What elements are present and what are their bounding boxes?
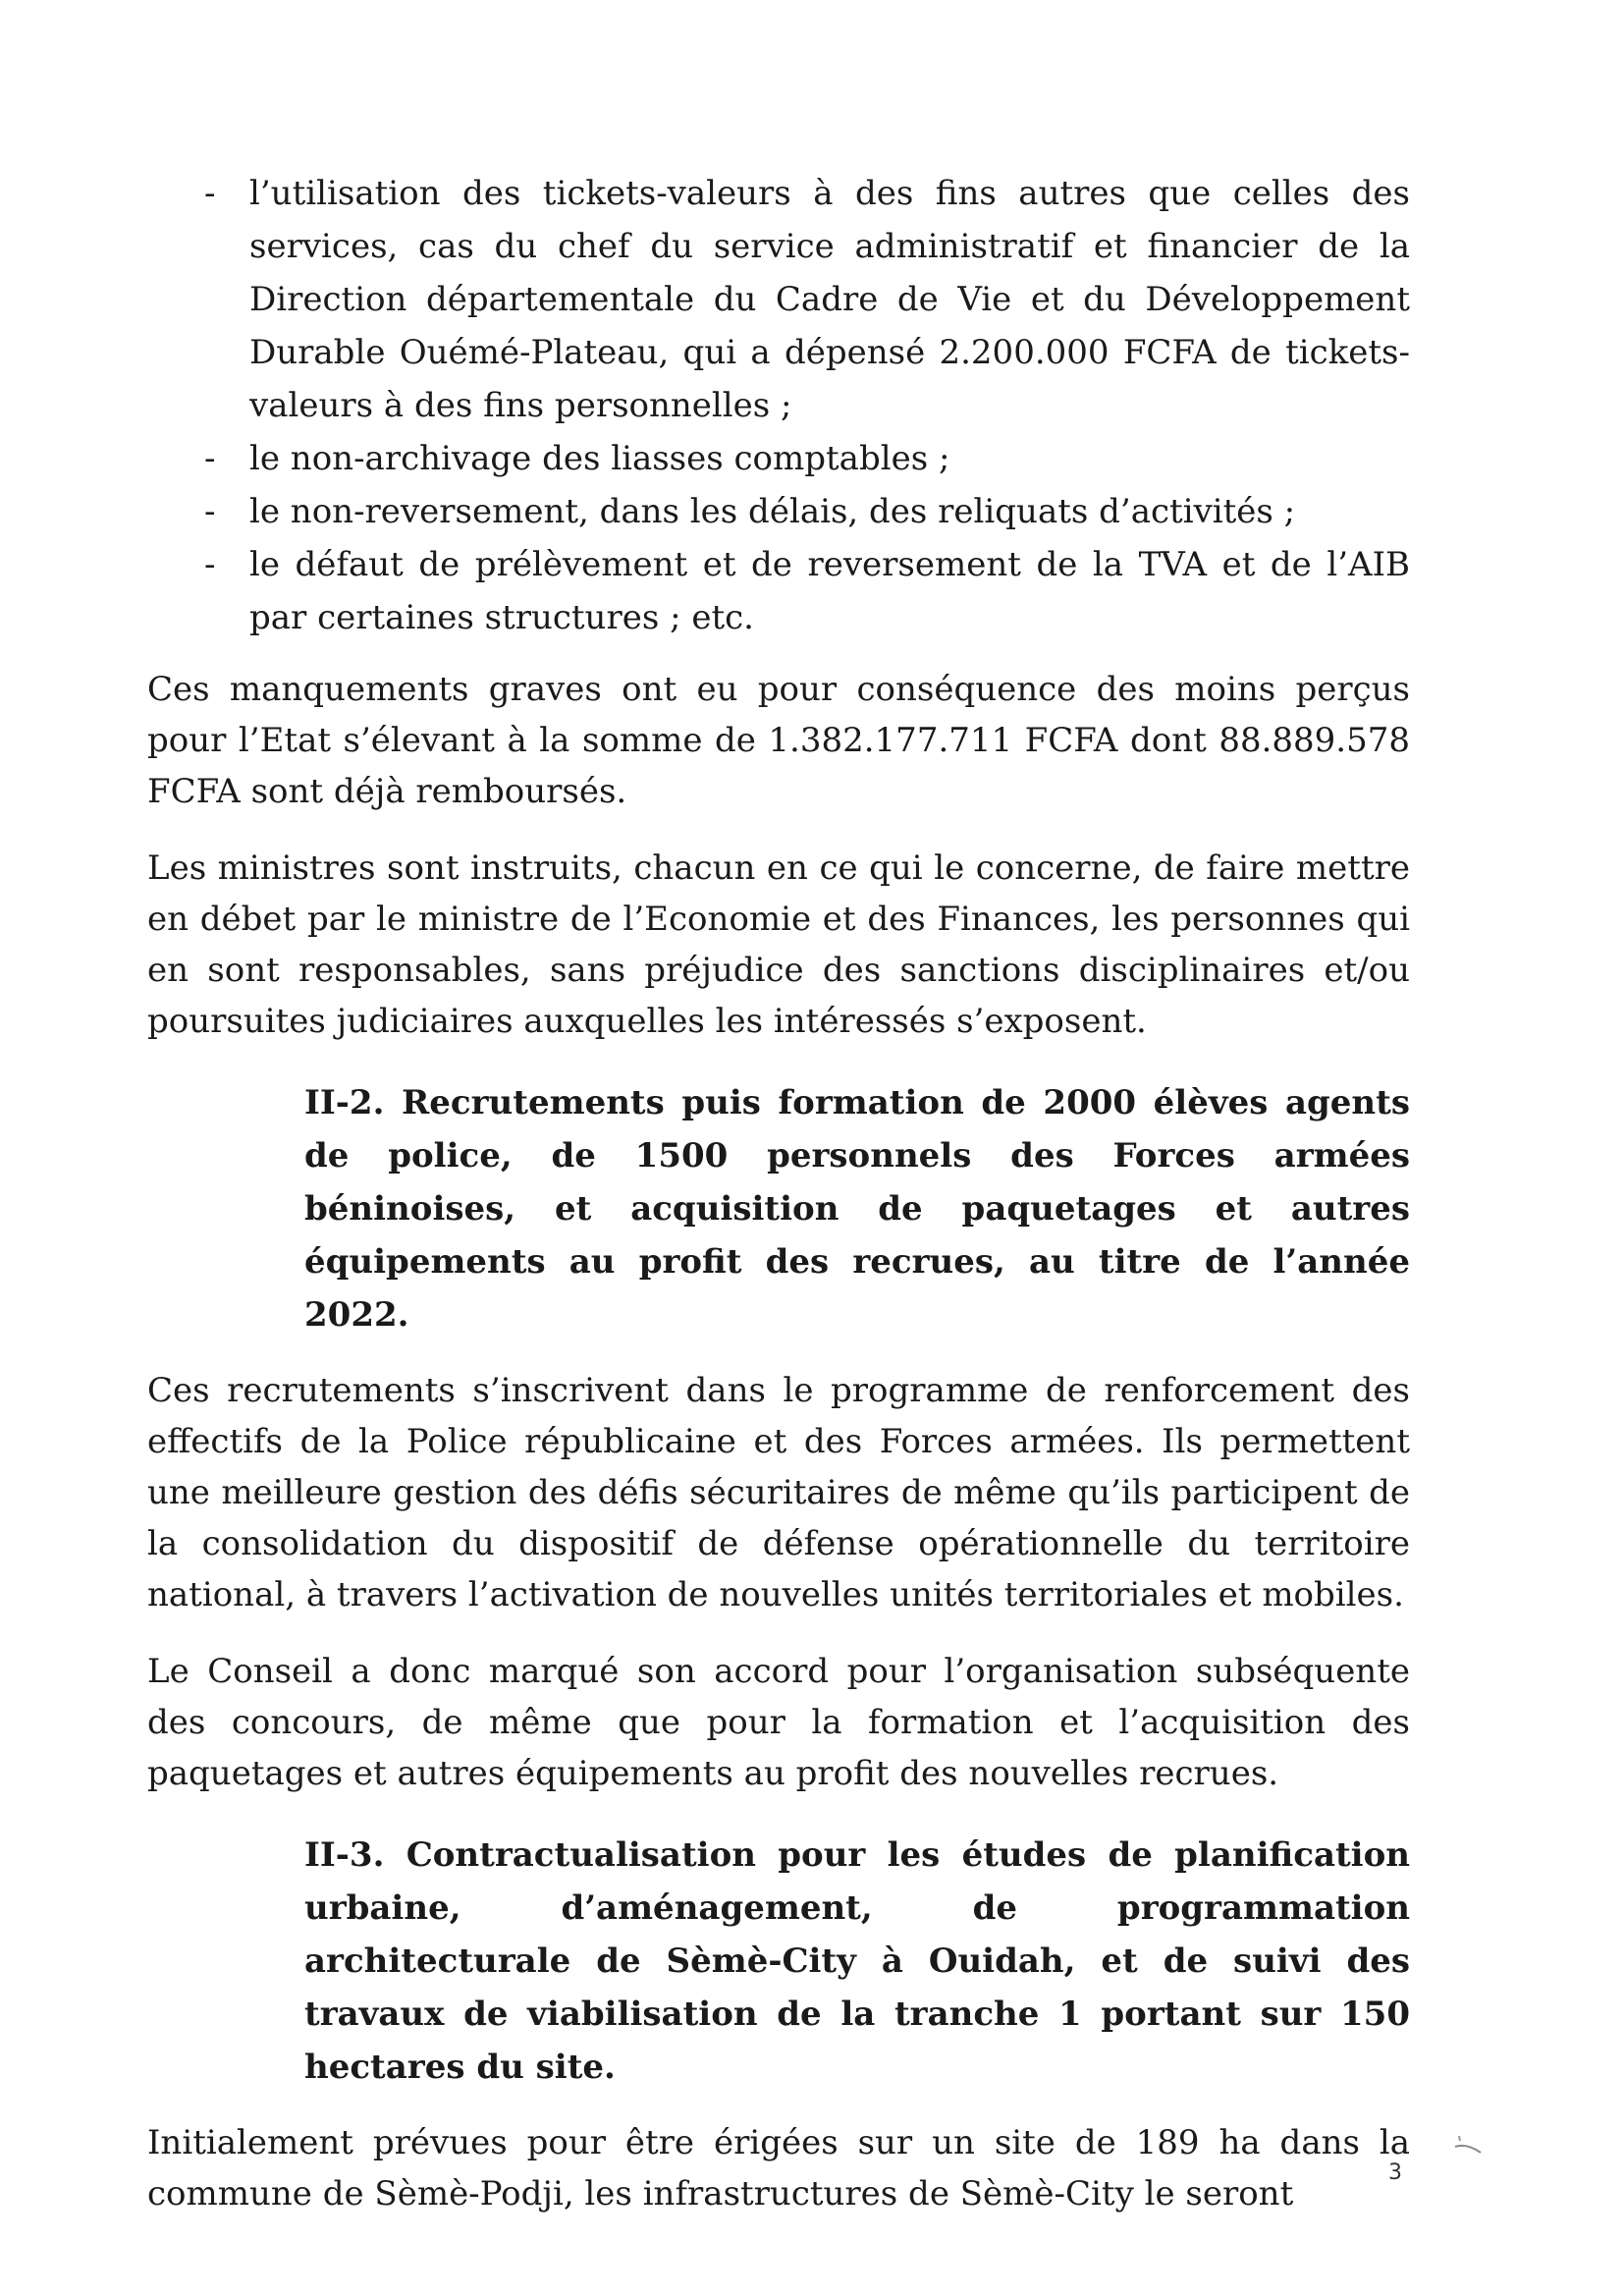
list-item — [147, 167, 1410, 432]
paragraph-consequences: Ces manquements graves ont eu pour conséquence des moins perçus pour l’Etat s’élevant à la somme de 1.382.177.711 FCFA dont 88.889.578 FCFA sont déjà remboursés. — [147, 670, 1410, 811]
paragraph-recruitment: Ces recrutements s’inscrivent dans le programme de renforcement des effectifs de la Police républicaine et des Forces armées. Ils permettent une meilleure gestion des défis sécuritaires de même qu’ils participent de la consolidation du dispositif de défense opérationnelle du territoire national, à travers l’activation de nouvelles unités territoriales et mobiles. — [147, 1371, 1410, 1614]
paragraph-instructions: Les ministres sont instruits, chacun en ce qui le concerne, de faire mettre en débet par le ministre de l’Economie et des Finances, les personnes qui en sont responsables, sans préjudice des sanctions disciplinaires et/ou poursuites judiciaires auxquelles les intéressés s’exposent. — [147, 848, 1410, 1041]
section-heading-ii-2: II-2. Recrutements puis formation de 2000 élèves agents de police, de 1500 personnels des Forces armées béninoises, et acquisition de paquetages et autres équipements au profit des recrues, au titre de l’année 2022. — [304, 1083, 1410, 1335]
list-item-text: le défaut de prélèvement et de reversement de la TVA et de l’AIB par certaines structures ; etc. — [249, 545, 1410, 637]
document-page — [147, 167, 1410, 2219]
list-item-text: le non-reversement, dans les délais, des reliquats d’activités ; — [249, 492, 1296, 531]
bullet-dash: - — [204, 492, 216, 531]
list-item — [147, 432, 1410, 485]
bullet-dash: - — [204, 174, 216, 213]
paragraph-seme-city: Initialement prévues pour être érigées sur un site de 189 ha dans la commune de Sèmè-Podji, les infrastructures de Sèmè-City le seront — [147, 2123, 1410, 2214]
list-item-text: le non-archivage des liasses comptables ; — [249, 439, 950, 478]
paragraph-council-agreement: Le Conseil a donc marqué son accord pour l’organisation subséquente des concours, de même que pour la formation et l’acquisition des paquetages et autres équipements au profit des nouvelles recrues. — [147, 1652, 1410, 1793]
bullet-dash: - — [204, 545, 216, 584]
section-heading-ii-3: II-3. Contractualisation pour les études de planification urbaine, d’aménagement, de programmation architecturale de Sèmè-City à Ouidah, et de suivi des travaux de viabilisation de la tranche 1 portant sur 150 hectares du site. — [304, 1835, 1410, 2087]
irregularities-list — [147, 167, 1410, 644]
list-item — [147, 485, 1410, 538]
scan-mark-icon — [1453, 2133, 1483, 2157]
list-item — [147, 538, 1410, 644]
page-number: 3 — [1388, 2160, 1402, 2185]
list-item-text: l’utilisation des tickets-valeurs à des fins autres que celles des services, cas du chef du service administratif et financier de la Direction départementale du Cadre de Vie et du Développement Durable Ouémé-Plateau, qui a dépensé 2.200.000 FCFA de tickets-valeurs à des fins personnelles ; — [249, 174, 1410, 425]
bullet-dash: - — [204, 439, 216, 478]
